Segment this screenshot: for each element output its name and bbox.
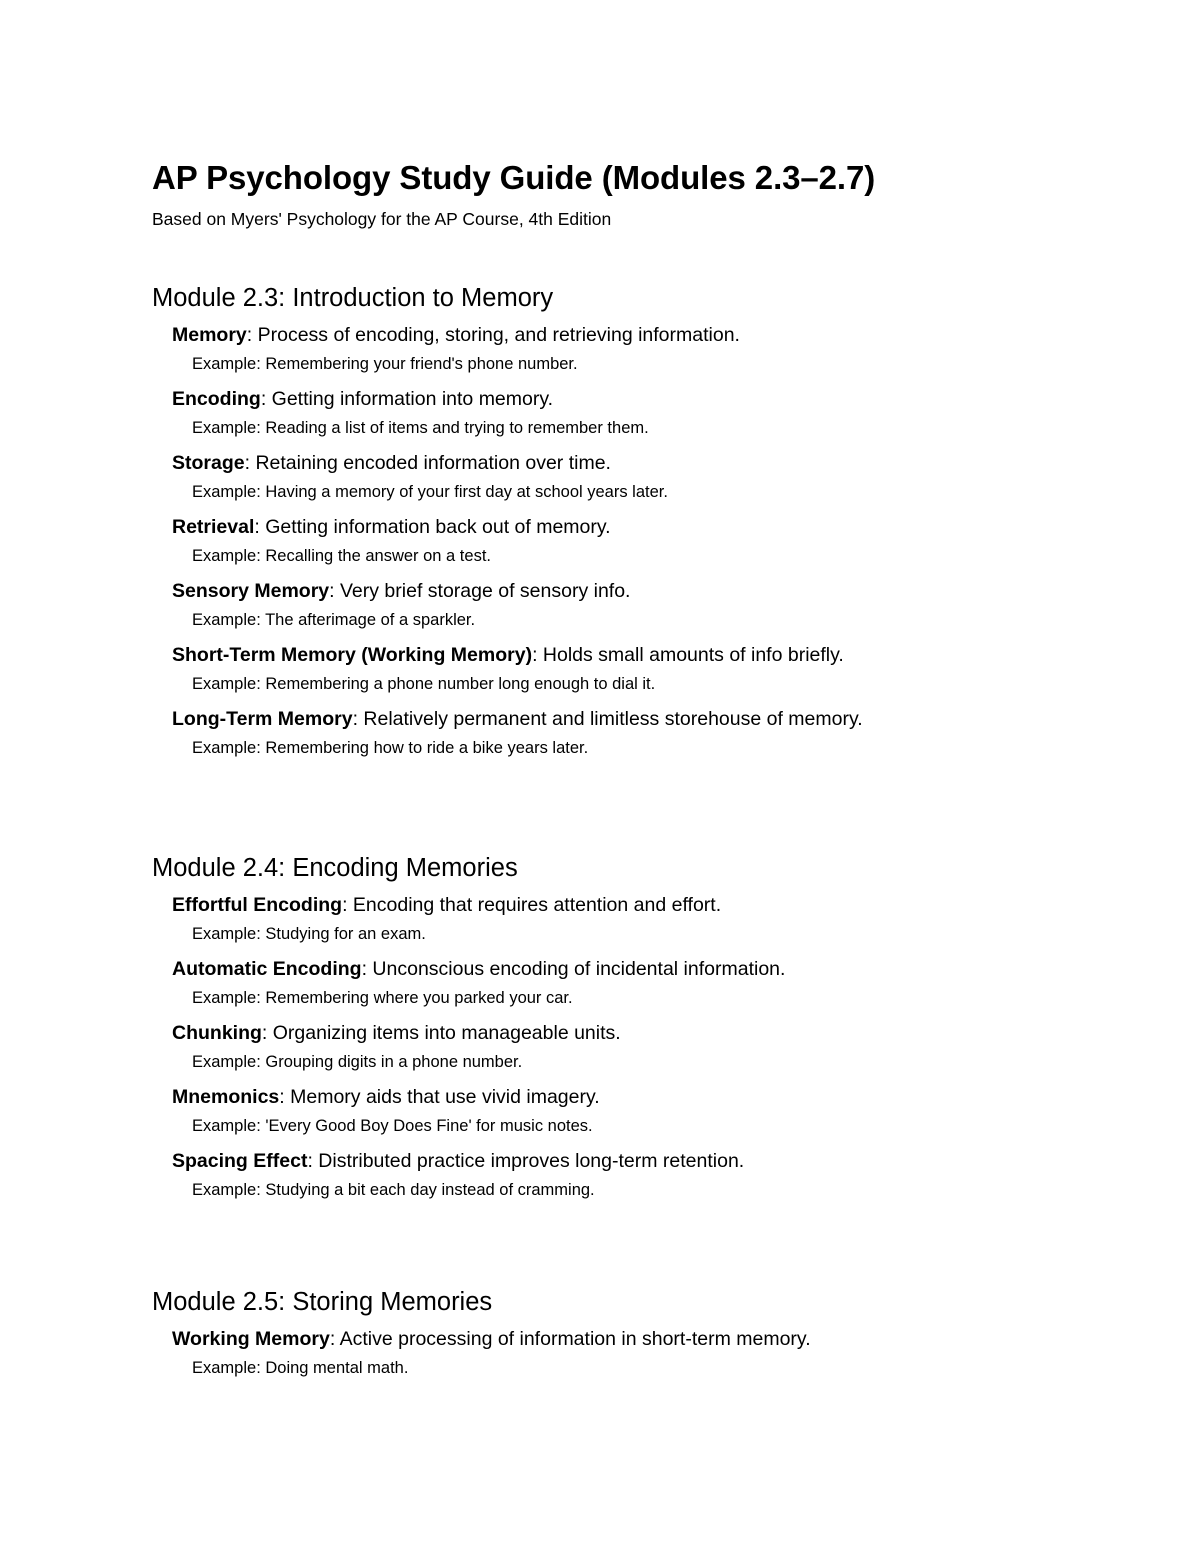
term-definition: : Very brief storage of sensory info. xyxy=(329,580,631,602)
document-title: AP Psychology Study Guide (Modules 2.3–2.7) xyxy=(152,159,876,196)
term-example: Example: 'Every Good Boy Does Fine' for music notes. xyxy=(192,1117,593,1135)
term-example: Example: Doing mental math. xyxy=(192,1359,409,1377)
section-heading: Module 2.4: Encoding Memories xyxy=(152,854,518,882)
term-example: Example: Remembering where you parked your car. xyxy=(192,989,573,1007)
term-entry xyxy=(172,576,1132,634)
term-entry xyxy=(172,1082,1132,1140)
term-definition: : Process of encoding, storing, and retrieving information. xyxy=(246,324,740,346)
term-name: Encoding xyxy=(172,388,261,410)
document-page xyxy=(152,158,1132,1377)
term-entry xyxy=(172,320,1132,378)
section-module-2-4 xyxy=(152,851,1132,1210)
section-module-2-5 xyxy=(152,1285,1132,1388)
term-example: Example: Having a memory of your first day at school years later. xyxy=(192,483,668,501)
section-heading: Module 2.5: Storing Memories xyxy=(152,1288,493,1316)
term-entry xyxy=(172,1324,1132,1382)
term-definition: : Retaining encoded information over time. xyxy=(244,452,611,474)
term-example: Example: Reading a list of items and trying to remember them. xyxy=(192,419,649,437)
term-entry xyxy=(172,384,1132,442)
section-module-2-3 xyxy=(152,281,1132,768)
term-definition: : Organizing items into manageable units. xyxy=(261,1022,621,1044)
term-example: Example: Studying for an exam. xyxy=(192,925,426,943)
term-entry xyxy=(172,640,1132,698)
term-definition: : Active processing of information in short-term memory. xyxy=(329,1328,811,1350)
term-entry xyxy=(172,1146,1132,1204)
section-heading: Module 2.3: Introduction to Memory xyxy=(152,284,554,312)
term-entry xyxy=(172,512,1132,570)
term-definition: : Memory aids that use vivid imagery. xyxy=(279,1086,600,1108)
term-name: Long-Term Memory xyxy=(172,708,353,730)
term-name: Spacing Effect xyxy=(172,1150,308,1172)
term-entry xyxy=(172,1018,1132,1076)
term-name: Automatic Encoding xyxy=(172,958,362,980)
term-example: Example: Remembering how to ride a bike years later. xyxy=(192,739,589,757)
term-name: Short-Term Memory (Working Memory) xyxy=(172,644,533,666)
term-name: Memory xyxy=(172,324,247,346)
term-example: Example: Recalling the answer on a test. xyxy=(192,547,491,565)
term-name: Retrieval xyxy=(172,516,255,538)
term-entry xyxy=(172,704,1132,762)
term-example: Example: Remembering your friend's phone number. xyxy=(192,355,578,373)
term-entry xyxy=(172,448,1132,506)
term-definition: : Getting information back out of memory. xyxy=(254,516,611,538)
term-name: Storage xyxy=(172,452,245,474)
term-definition: : Relatively permanent and limitless storehouse of memory. xyxy=(352,708,863,730)
term-example: Example: The afterimage of a sparkler. xyxy=(192,611,476,629)
term-name: Sensory Memory xyxy=(172,580,330,602)
term-definition: : Unconscious encoding of incidental information. xyxy=(361,958,786,980)
term-name: Effortful Encoding xyxy=(172,894,343,916)
term-definition: : Getting information into memory. xyxy=(260,388,554,410)
term-example: Example: Grouping digits in a phone number. xyxy=(192,1053,523,1071)
term-example: Example: Remembering a phone number long enough to dial it. xyxy=(192,675,656,693)
term-name: Working Memory xyxy=(172,1328,330,1350)
term-entry xyxy=(172,954,1132,1012)
term-name: Chunking xyxy=(172,1022,262,1044)
term-definition: : Distributed practice improves long-term retention. xyxy=(307,1150,745,1172)
term-example: Example: Studying a bit each day instead of cramming. xyxy=(192,1181,595,1199)
document-subtitle: Based on Myers' Psychology for the AP Course, 4th Edition xyxy=(152,209,612,229)
term-definition: : Encoding that requires attention and effort. xyxy=(342,894,722,916)
term-definition: : Holds small amounts of info briefly. xyxy=(532,644,844,666)
term-entry xyxy=(172,890,1132,948)
term-name: Mnemonics xyxy=(172,1086,280,1108)
